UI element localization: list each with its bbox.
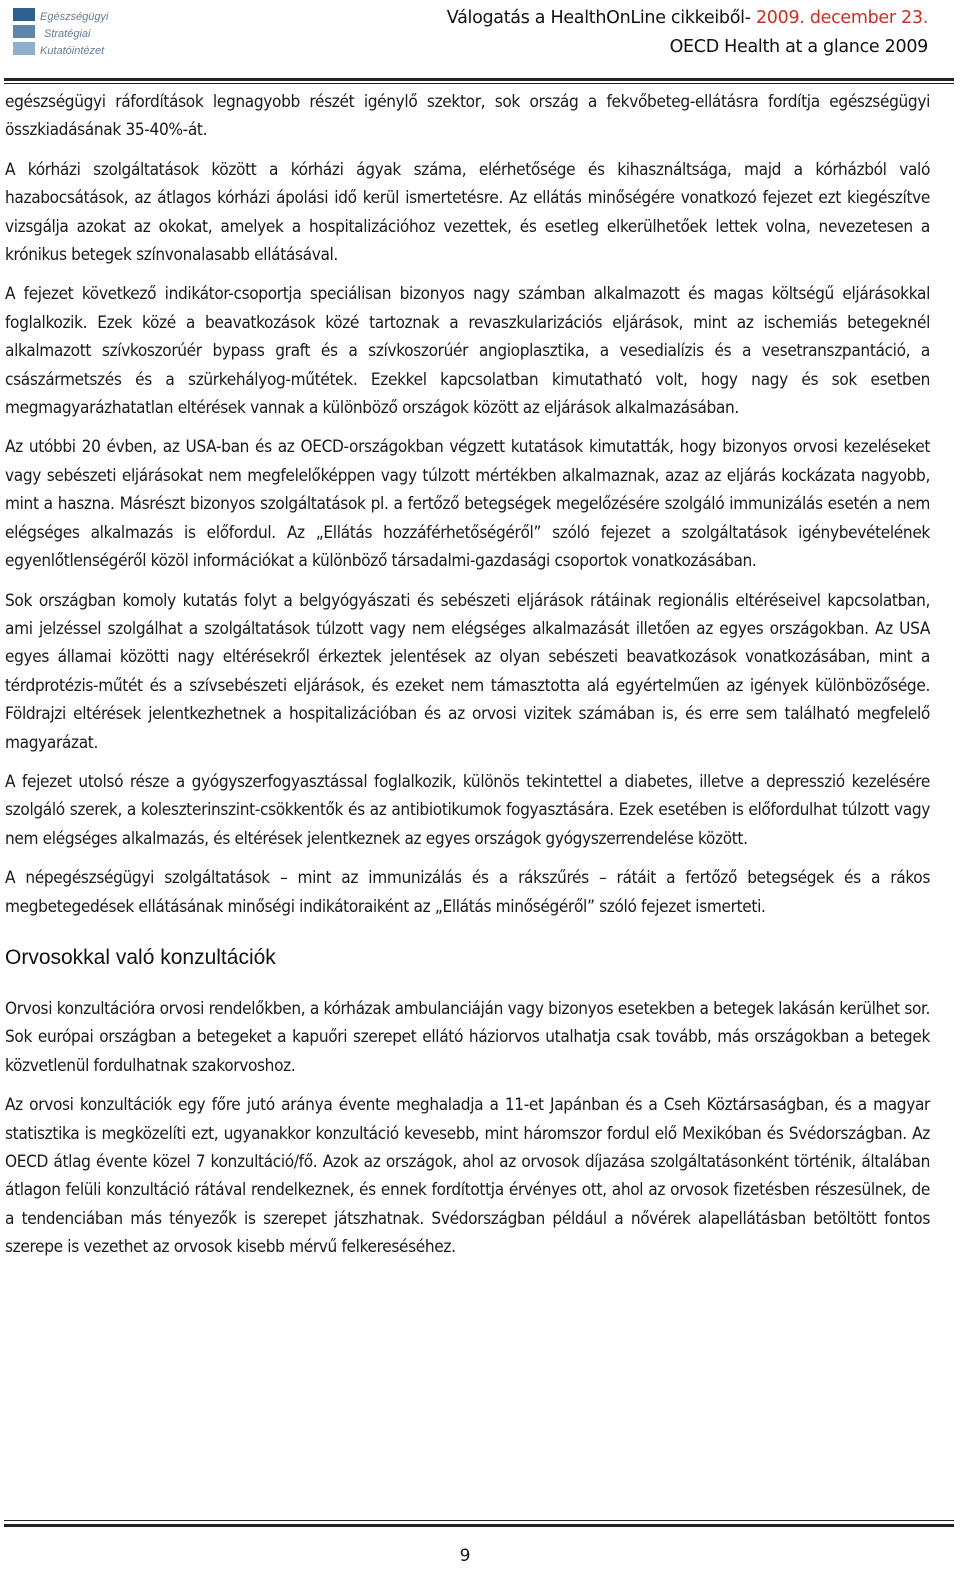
header-subtitle: OECD Health at a glance 2009: [669, 37, 928, 57]
logo-line-3: Kutatóintézet: [40, 45, 105, 57]
institute-logo: [10, 4, 120, 62]
page-number: 9: [459, 1546, 471, 1566]
paragraph: A fejezet következő indikátor-csoportja speciálisan bizonyos nagy számban alkalmazott és magas költségű eljárásokkal foglalkozik. Ezek közé a beavatkozások közé tartoznak a revaszkularizációs eljárások, mint az ischemiás betegeknél alkalmazott szívkoszorúér bypass graft és a szívkoszorúér angioplasztika, a vesedialízis és a vesetranszpantáció, a császármetszés és a szürkehályog-műtétek. Ezekkel kapcsolatban kimutatható volt, hogy nagy és sok esetben megmagyarázhatatlan eltérések vannak a különböző országok között az eljárások alkalmazásában.: [5, 284, 930, 419]
header-date: 2009. december 23.: [755, 8, 928, 28]
section-heading: Orvosokkal való konzultációk: [5, 945, 276, 969]
paragraph: A fejezet utolsó része a gyógyszerfogyasztással foglalkozik, különös tekintettel a diabetes, illetve a depresszió kezelésére szolgáló szerek, a koleszterinszint-csökkentők és az antibiotikumok fogyasztására. Ezek esetében is előfordulhat túlzott vagy nem elégséges alkalmazás, és eltérések jelentkeznek az egyes országok gyógyszerrendelése között.: [5, 771, 930, 849]
header-divider-thin: [4, 83, 954, 84]
page-content: [5, 88, 930, 1273]
page-header: [0, 0, 960, 80]
logo-line-2: Stratégiai: [44, 28, 91, 40]
paragraph: Orvosi konzultációra orvosi rendelőkben, a kórházak ambulanciáján vagy bizonyos esetekben a betegek lakásán kerülhet sor. Sok európai országban a betegeket a kapuőri szerepet ellátó háziorvos utalhatja csak tovább, más országokban a betegek közvetlenül fordulhatnak szakorvoshoz.: [5, 998, 930, 1076]
header-info: [447, 4, 928, 62]
footer-divider-thin: [4, 1520, 954, 1521]
logo-line-1: Egészségügyi: [40, 11, 109, 23]
paragraph: Az utóbbi 20 évben, az USA-ban és az OECD-országokban végzett kutatások kimutatták, hogy bizonyos orvosi kezeléseket vagy sebészeti eljárásokat nem megfelelőképpen vagy túlzott mértékben alkalmaznak, azaz az eljárás kockázata nagyobb, mint a haszna. Másrészt bizonyos szolgáltatások pl. a fertőző betegségek megelőzésére szolgáló immunizálás esetén a nem elégséges alkalmazás is előfordul. Az „Ellátás hozzáférhetőségéről” szóló fejezet a szolgáltatások igénybevételének egyenlőtlenségéről közöl információkat a különböző társadalmi-gazdasági csoportok vonatkozásában.: [5, 437, 930, 572]
header-title-line: [447, 4, 928, 33]
paragraph: A kórházi szolgáltatások között a kórházi ágyak száma, elérhetősége és kihasználtsága, majd a kórházból való hazabocsátások, az átlagos kórházi ápolási idő kerül ismertetésre. Az ellátás minőségére vonatkozó fejezet ezt kiegészítve vizsgálja azokat az okokat, amelyek a hospitalizációhoz vezettek, és esetleg elkerülhetőek lettek volna, nevezetesen a krónikus betegek színvonalasabb ellátásával.: [5, 159, 930, 266]
paragraph: egészségügyi ráfordítások legnagyobb részét igénylő szektor, sok ország a fekvőbeteg-ellátásra fordítja egészségügyi összkiadásának 35-40%-át.: [5, 92, 930, 141]
paragraph: A népegészségügyi szolgáltatások – mint az immunizálás és a rákszűrés – rátáit a fertőző betegségek és a rákos megbetegedések ellátásának minőségi indikátoraiként az „Ellátás minőségéről” szóló fejezet ismerteti.: [5, 868, 930, 917]
paragraph: Az orvosi konzultációk egy főre jutó aránya évente meghaladja a 11-et Japánban és a Cseh Köztársaságban, és a magyar statisztika is megközelíti ezt, ugyanakkor konzultáció kevesebb, mint háromszor fordul elő Mexikóban és Svédországban. Az OECD átlag évente közel 7 konzultáció/fő. Azok az országok, ahol az orvosok díjazása szolgáltatásonként történik, általában átlagon felüli konzultáció rátával rendelkeznek, és ennek fordítottja érvényes ott, ahol az orvosok fizetésben részesülnek, de a tendenciában más tényezők is szerepet játszhatnak. Svédországban például a nővérek alapellátásban betöltött fontos szerepe is vezethet az orvosok kisebb mérvű felkereséséhez.: [5, 1095, 930, 1258]
header-title: Válogatás a HealthOnLine cikkeiből-: [446, 8, 751, 28]
header-divider: [4, 78, 954, 81]
paragraph: Sok országban komoly kutatás folyt a belgyógyászati és sebészeti eljárások rátáinak regionális eltéréseivel kapcsolatban, ami jelzéssel szolgálhat a szolgáltatások túlzott vagy nem elégséges alkalmazását illetően az egyes országokban. Az USA egyes államai közötti nagy eltérésekről érkeztek jelentések az olyan sebészeti beavatkozások vonatkozásában, mint a térdprotézis-műtét és a szívsebészeti eljárások, és ezeket nem támasztotta alá egyértelműen az igények különbözősége. Földrajzi eltérések jelentkezhetnek a hospitalizációban és az orvosi vizitek számában is, és erre sem található megfelelő magyarázat.: [5, 590, 930, 753]
footer-divider: [4, 1524, 954, 1527]
